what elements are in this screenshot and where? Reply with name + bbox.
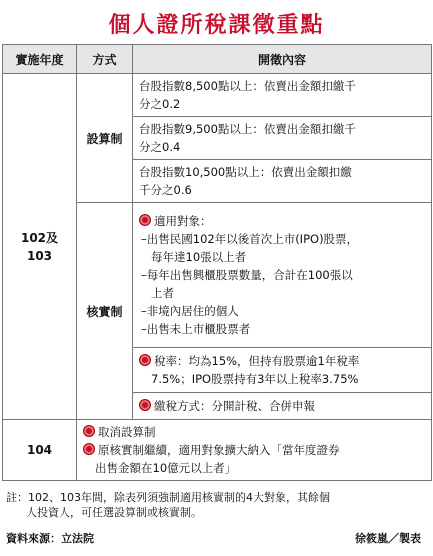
footnote <box>6 490 426 520</box>
actual-rate-text-1: 均為15%，但持有股票逾1年稅率 <box>188 354 360 368</box>
actual-payment <box>133 393 432 420</box>
deemed-item-1-line-1: 台股指數8,500點以上：依賣出金額扣繳千 <box>139 79 356 93</box>
actual-payment-text: 分開計稅、合併申報 <box>211 399 315 413</box>
year-cell-102-103 <box>3 74 77 420</box>
actual-scope <box>133 203 432 348</box>
header-content: 開徵內容 <box>133 45 432 74</box>
actual-scope-line-6: –出售未上市櫃股票者 <box>141 322 251 336</box>
actual-scope-line-4: 上者 <box>151 286 174 300</box>
deemed-row-1 <box>3 74 432 117</box>
year-102-103: 102及 103 <box>20 230 59 263</box>
bullet-icon <box>139 399 151 411</box>
actual-scope-line-2: 每年達10張以上者 <box>151 250 247 264</box>
actual-payment-heading: 繳稅方式： <box>154 399 212 413</box>
actual-rate-heading: 稅率： <box>154 354 189 368</box>
row-104 <box>3 420 432 481</box>
deemed-item-3 <box>133 160 432 203</box>
row-104-item-2-line-1: 原核實制繼續，適用對象擴大納入「當年度證券 <box>98 443 340 457</box>
actual-scope-line-5: –非境內居住的個人 <box>141 304 239 318</box>
bullet-icon <box>139 354 151 366</box>
header-row <box>3 45 432 74</box>
footnote-line-1: 註：102、103年間，除表列須強制適用核實制的4大對象，其餘個 <box>6 491 330 504</box>
actual-scope-heading: 適用對象： <box>154 214 212 228</box>
actual-rate-line-1 <box>139 352 425 370</box>
actual-scope-line-1: –出售民國102年以後首次上市(IPO)股票， <box>141 232 359 246</box>
tax-table <box>2 44 432 481</box>
row-104-item-2 <box>83 441 425 459</box>
row-104-item-1-text: 取消設算制 <box>98 425 156 439</box>
method-deemed: 設算制 <box>77 74 133 203</box>
actual-scope-line-3: –每年出售興櫃股票數量，合計在100張以 <box>141 268 353 282</box>
author-credit: 徐筱嵐／製表 <box>355 532 421 545</box>
bullet-icon <box>139 214 151 226</box>
method-actual: 核實制 <box>77 203 133 420</box>
actual-rate-line-2: 7.5%；IPO股票持有3年以上稅率3.75% <box>151 372 359 386</box>
deemed-item-2-line-2: 分之0.4 <box>139 140 181 154</box>
deemed-item-1 <box>133 74 432 117</box>
deemed-item-2-line-1: 台股指數9,500點以上：依賣出金額扣繳千 <box>139 122 356 136</box>
source-credit: 資料來源：立法院 <box>6 532 94 545</box>
row-104-item-1 <box>83 423 425 441</box>
deemed-item-1-line-2: 分之0.2 <box>139 97 181 111</box>
actual-rate <box>133 348 432 393</box>
header-year: 實施年度 <box>3 45 77 74</box>
actual-scope-heading-line <box>139 212 425 230</box>
deemed-item-3-line-1: 台股指數10,500點以上：依賣出金額扣繳 <box>139 165 352 179</box>
year-104: 104 <box>3 420 77 481</box>
deemed-item-2 <box>133 117 432 160</box>
bullet-icon <box>83 443 95 455</box>
header-method: 方式 <box>77 45 133 74</box>
bullet-icon <box>83 425 95 437</box>
deemed-item-3-line-2: 千分之0.6 <box>139 183 192 197</box>
page-title: 個人證所稅課徵重點 <box>108 13 325 38</box>
row-104-item-2-line-2: 出售金額在10億元以上者」 <box>95 461 237 475</box>
row-104-content <box>77 420 432 481</box>
footnote-line-2: 人投資人，可任選設算制或核實制。 <box>26 506 202 519</box>
